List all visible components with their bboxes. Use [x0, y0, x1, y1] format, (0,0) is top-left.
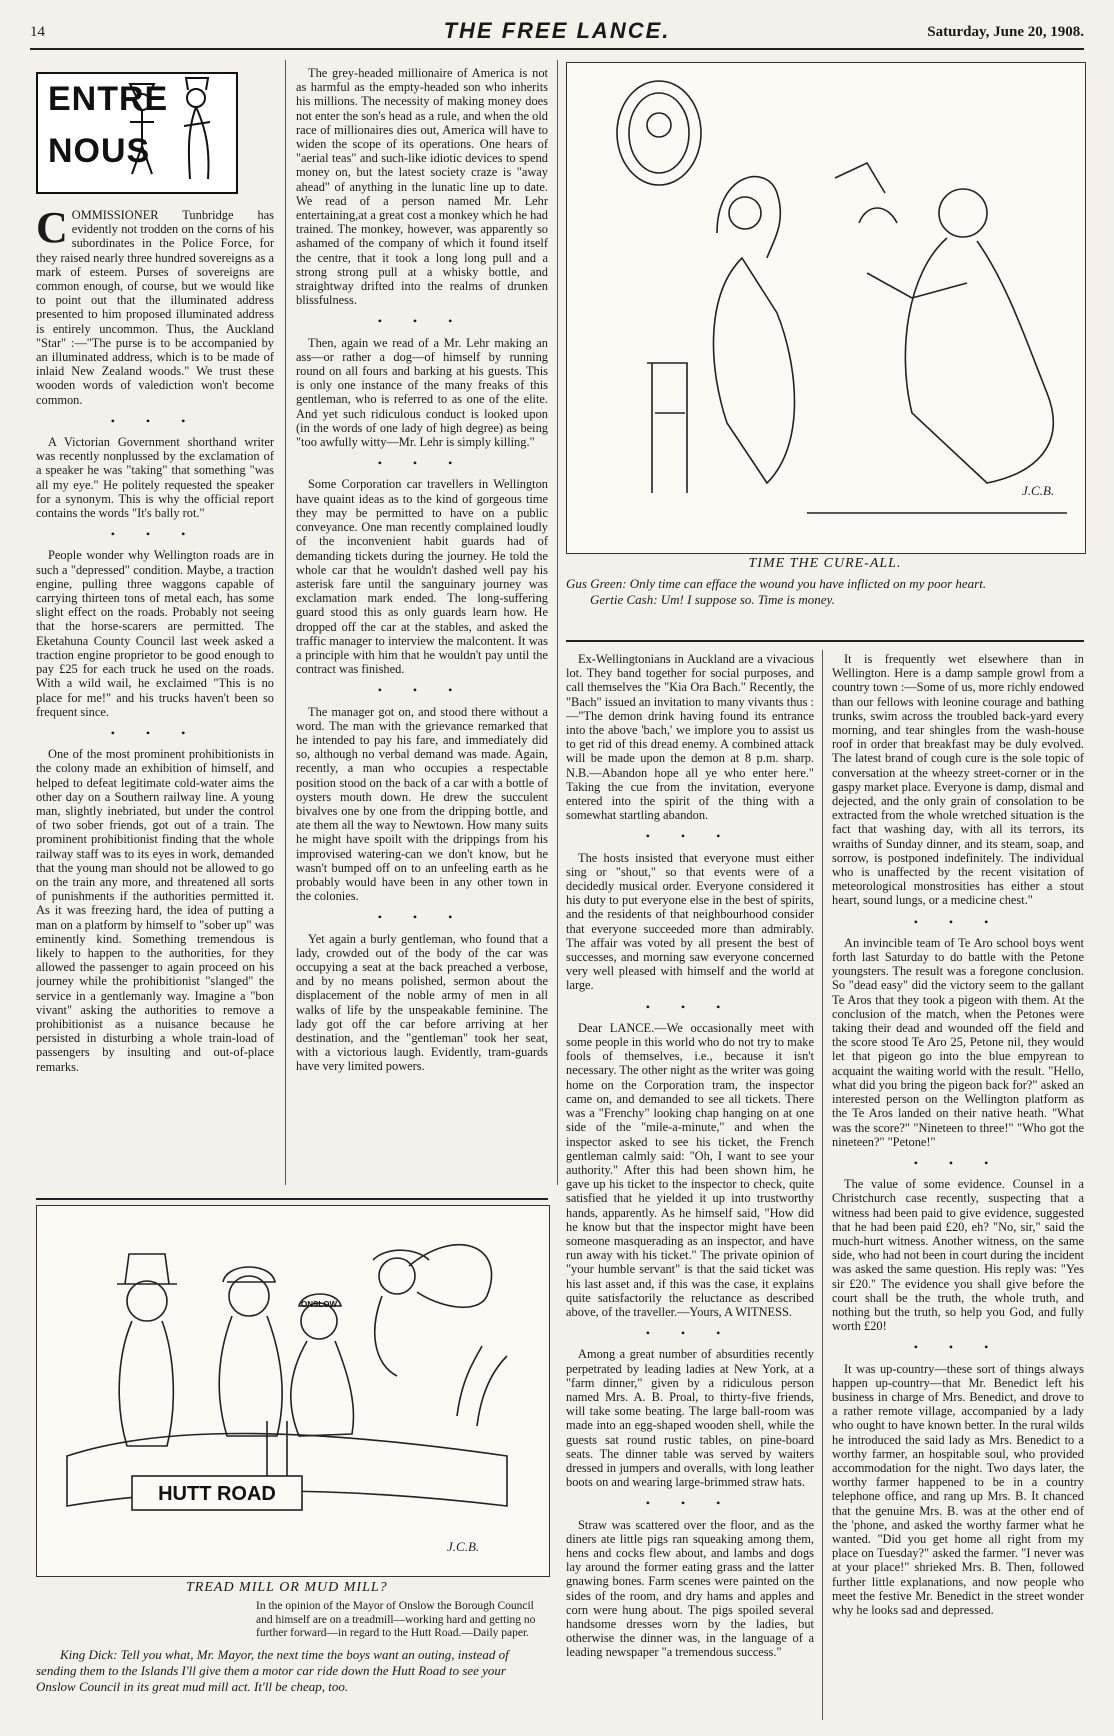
separator-stars: • • • — [110, 725, 200, 740]
entre-nous-heading — [36, 72, 238, 194]
article-paragraph: Dear LANCE.—We occasionally meet with some people in this world who do not try to make fools of themselves, i.e., because it isn't necessary. The other night as the writer was going home on the Corporation tram, the inspector came on, and demanded to see all tickets. There was a "Frenchy" looking chap hanging on at one side of the "mile-a-minute," and when the inspector asked to see his ticket, the French gentleman calmly said: "Oh, I want to see your authority." After this had been shown him, he gave up his ticket to the inspector to check, quite satisfied that he yielded it up into trustworthy hands, apparently. As he himself said, "How did he know but that the inspector might have been someone masquerading as an inspector, and have run away with his ticket." The private opinion of "your humble servant" is that the said ticket was his last asset and, if this was the case, it explains quite satisfactorily the reluctance as described above, of the traveller.—Yours, A WITNESS. — [566, 1020, 814, 1319]
onslow-hat-label: ONSLOW — [301, 1300, 337, 1309]
separator-stars: • • • — [913, 914, 1003, 929]
masthead — [30, 18, 1084, 50]
article-paragraph: Among a great number of absurdities recently perpetrated by leading ladies at New York, at a "farm dinner," given by a ridiculous person named Mrs. A. B. Proal, to thirty-five friends, will take some beating. The large ball-room was made into an egg-shaped wooden shell, while the guests sat round rustic tables, on pine-board seats. The dinner table was served by waiters dressed in jumpers and overalls, with long leather boots on and wearing large-brimmed straw hats. — [566, 1347, 814, 1490]
nous-word: NOUS — [48, 132, 151, 170]
column-4 — [832, 652, 1084, 1722]
masthead-title: THE FREE LANCE. — [443, 18, 671, 43]
separator-stars: • • • — [377, 910, 467, 925]
separator-stars: • • • — [377, 314, 467, 329]
drop-cap: C — [36, 208, 68, 252]
cartoon-time-the-cure-all — [566, 62, 1086, 554]
article-paragraph: People wonder why Wellington roads are in such a "depressed" condition. Maybe, a traction engine, pulling three waggons capable of carrying thirteen tons of metal each, has some slight effect on the roads. Probably not seeing that the horse-scarers are permitted. The Eketahuna County Council last week asked a traction engine proprietor to be good enough to pay £25 for each truck he used on the roads. With a wild wail, he exclaimed "This is no place for me!" and his trucks haven't been so frequent since. — [36, 548, 274, 719]
column-1 — [36, 208, 274, 1193]
section-rule — [566, 640, 1084, 642]
masthead-date: Saturday, June 20, 1908. — [927, 24, 1084, 40]
column-3 — [566, 652, 814, 1722]
article-paragraph: COMMISSIONER Tunbridge has evidently not trodden on the corns of his subordinates in the Police Force, for they raised nearly three hundred sovereigns as a mark of esteem. Purses of sovereigns are common enough, of course, but we would like to point out that the illuminated address presented to him proposed illuminated address is entirely uncommon. Thus, the Auckland "Star" :—"The purse is to be accompanied by an illuminated address, which is to be made of inlaid New Zealand woods." We trust these wooden words of valediction won't become common. — [36, 208, 274, 407]
artist-signature: J.C.B. — [1022, 483, 1055, 498]
separator-stars: • • • — [913, 1155, 1003, 1170]
entre-word: ENTRE — [48, 80, 169, 118]
article-paragraph: Some Corporation car travellers in Wellington have quaint ideas as to the kind of gorgeous time they may be permitted to have on a public conveyance. One man recently complained loudly of the inconvenient habit guards had of demanding tickets during the journey. He told the whole car that he wouldn't dashed well pay his asterisk fare until the sanguinary journey was exclamation mark ended. The long-suffering guard stood this as only guards learn how. He dropped off the car at the stables, and asked the traffic manager to interview the malcontent. It was a principle with him that he wouldn't pay until the contract was finished. — [296, 477, 548, 677]
column-divider — [822, 650, 823, 1720]
caption-line: Gertie Cash: Um! I suppose so. Time is money. — [590, 592, 835, 607]
separator-stars: • • • — [645, 829, 735, 844]
article-paragraph: Ex-Wellingtonians in Auckland are a vivacious lot. They band together for social purposes, and call themselves the "Kia Ora Bach." Recently, the "Bach" issued an invitation to many vivants thus :—"The demon drink having found its entrance into the above 'bach,' we implore you to assist us to get rid of this dread enemy. A combined attack will be made upon the demon at 8 p.m. sharp. N.B.—Abandon hope all ye who enter here." Taking the cue from the invitation, everyone entered into the spirit of the thing with a somewhat startling abandon. — [566, 652, 814, 823]
article-paragraph: Straw was scattered over the floor, and as the diners ate little pigs ran squeaking among them, hens and cocks flew about, and lambs and dogs lay around the former eating grass and the latter gnawing bones. Farm scenes were painted on the sides of the room, and dry hams and apples and corn were hung about. The pigs spoiled several handsome dresses worn by the ladies, but otherwise the dinner was, in the language of a leading newspaper "a tremendous success." — [566, 1517, 814, 1660]
column-2 — [296, 66, 548, 1193]
cartoon-tread-mill — [36, 1205, 550, 1577]
artist-signature: J.C.B. — [447, 1539, 480, 1554]
cartoon-bottom-caption — [36, 1580, 548, 1695]
separator-stars: • • • — [645, 999, 735, 1014]
cartoon-illustration — [567, 63, 1085, 553]
column-divider — [285, 60, 286, 1185]
cartoon-top-caption — [566, 556, 1084, 608]
separator-stars: • • • — [913, 1340, 1003, 1355]
section-rule — [36, 1198, 548, 1200]
article-paragraph: It is frequently wet elsewhere than in Wellington. Here is a damp sample growl from a country town :—Some of us, more richly endowed than our fellows with leonine courage and bathing trunks, swim across the troubled back-yard every morning, and tear shingles from the wash-house roof in order that breakfast may be duly evolved. The latest brand of cough cure is the sole topic of conversation at the wheezy street-corner or in the gaspy market place. Everyone is damp, dismal and dejected, and the only grain of consolation to be extracted from the whole wretched situation is the fact that washing day, with all its terrors, its wraiths of Sunday dinner, and its steam, soap, and sorrow, is postponed indefinitely. The individual who is unaffected by the recent visitation of meteorological monstrosities has either a stout heart, sound lungs, or a medicine chest." — [832, 652, 1084, 908]
hutt-road-sign-text: HUTT ROAD — [158, 1483, 276, 1505]
separator-stars: • • • — [645, 1326, 735, 1341]
article-paragraph: The hosts insisted that everyone must either sing or "shout," so that events were of a decidedly musical order. Everyone considered it his duty to put everyone else in the best of spirits, and the residents of that neighbourhood consider that everyone succeeded more than admirably. The affair was voted by all present the best of successes, and morning saw everyone concerned very well pleased with himself and the world at large. — [566, 850, 814, 993]
separator-stars: • • • — [377, 456, 467, 471]
article-paragraph: One of the most prominent prohibitionists in the colony made an exhibition of himself, and helped to defeat legitimate cold-water aims the other day on a Southern railway line. A young man, slightly inebriated, but under the control of two sober friends, got out of a train. The prominent prohibitionist finding that the whole railway staff was to its eyes in work, demanded that the young man should not be allowed to go on the train any more, and threatened all sorts of punishments if the authorities permitted it. As it was freezing hard, the idea of putting a man on a platform by himself to "sober up" was eminently kind. Something tremendous is likely to happen to the authorities, for they allowed the passenger to again proceed on his journey while the prohibitionist "slanged" the service in a gentlemanly way. Imagine a "bon vivant" asking the authorities to remove a prohibitionist as a nuisance because he persisted in disturbing a whole train-load of passengers by insulting and out-of-place remarks. — [36, 747, 274, 1074]
column-divider — [557, 60, 558, 1185]
separator-stars: • • • — [645, 1496, 735, 1511]
caption-line: Gus Green: Only time can efface the wound you have inflicted on my poor heart. — [566, 576, 987, 591]
article-paragraph: The grey-headed millionaire of America is not as harmful as the empty-headed son who inherits his millions. The necessity of making money does not enter the son's head as a rule, and when the old race of millionaires dies out, America will have to widen the scope of its operations. One hears of "aerial teas" and such-like idiotic devices to spend money on, but the latest society craze is "away ahead" of anything in the lunatic line up to date. We read of a person named Mr. Lehr entertaining,at a great cost a monkey which he had trained. The monkey, however, was apparently so ashamed of the company of which it found itself the centre, that it took a long long pull and a strong strong pull at a whisky bottle, and straightway drifted into the realms of drunken blissfulness. — [296, 66, 548, 308]
separator-stars: • • • — [110, 527, 200, 542]
page-number: 14 — [30, 24, 45, 40]
cartoon-title: TIME THE CURE-ALL. — [748, 556, 902, 571]
article-paragraph: The value of some evidence. Counsel in a Christchurch case recently, suspecting that a witness had been paid to give evidence, suggested that he had been paid £20, eh? "No, sir," said the much-hurt witness. Another witness, on the same side, who had not been in court during the incident was asked the same question. His reply was: "Yes sir £20." The evidence you shall give before the court shall be the truth, the whole truth, and nothing but the truth, so help you God, and fully worth £20! — [832, 1177, 1084, 1334]
article-paragraph: A Victorian Government shorthand writer was recently nonplussed by the exclamation of a speaker he was "taking" that something "was all my eye." He politely requested the speaker for a synonym. This is why the official report contains the words "It's bally rot." — [36, 435, 274, 521]
article-paragraph: It was up-country—these sort of things always happen up-country—that Mr. Benedict left his business in charge of Mrs. Benedict, and drove to a rather remote village, accompanied by a lady who ought to have known better. In the rural wilds he introduced the said lady as Mrs. Benedict to a worthy farmer, an hospitable soul, who provided accommodation for the night. Two days later, the worthy farmer happened to be in a country telephone office, and rang up Mrs. B. It chanced that the genuine Mrs. B. was at the other end of the 'phone, and asked the worthy farmer what he wanted. "Did you get home all right from my place on Tuesday?" asked the farmer. "I never was at your place!" shrieked Mrs. B. Then, followed further little explanations, and now people who meet the festive Mr. Benedict in the street wonder why he looks sad and depressed. — [832, 1361, 1084, 1617]
article-paragraph: Then, again we read of a Mr. Lehr making an ass—or rather a dog—of himself by running round on all fours and barking at his guests. This is only one instance of the many freaks of this gentleman, who is referred to as one of the elite. And yet such ridiculous conduct is looked upon (in the words of one lady of high degree) as being "too awfully witty—Mr. Lehr is simply killing." — [296, 335, 548, 450]
cartoon-note: In the opinion of the Mayor of Onslow the Borough Council and himself are on a treadmill—working hard and getting no further forward—in regard to the Hutt Road.—Daily paper. — [256, 1600, 536, 1639]
cartoon-title: TREAD MILL OR MUD MILL? — [186, 1580, 388, 1595]
article-paragraph: Yet again a burly gentleman, who found that a lady, crowded out of the body of the car was occupying a seat at the back preached a verbose, and by no means polished, sermon about the displacement of the noble army of men in all walks of life by the unspeakable feminine. The lady got off the car before arriving at her destination, and the "gentleman" took her seat, with a victorious laugh. Evidently, tram-guards have very limited powers. — [296, 931, 548, 1074]
cartoon-illustration — [37, 1206, 549, 1576]
article-paragraph: An invincible team of Te Aro school boys went forth last Saturday to do battle with the Petone youngsters. The result was a foregone conclusion. So "dead easy" did the victory seem to the gallant Te Aros that they took a pigeon with them. At the conclusion of the match, when the Petones were taking their dead and wounded off the field and the score stood Te Aro 25, Petone nil, they would let that pigeon go into the blue empyrean to acquaint the waiting world with the result. "Hello, what did you bring the pigeon back for?" asked an interested person on the Wellington platform as the Te Aros landed on their native heath. "What was the score?" "Nineteen to three!" "Who got the nineteen?" "Petone!" — [832, 935, 1084, 1149]
cartoon-caption: King Dick: Tell you what, Mr. Mayor, the next time the boys want an outing, instead of sending them to the Islands I'll give them a motor car ride down the Hutt Road to see your Onslow Council in its great mud mill act. It'll be cheap, too. — [36, 1646, 509, 1694]
separator-stars: • • • — [110, 413, 200, 428]
separator-stars: • • • — [377, 683, 467, 698]
article-paragraph: The manager got on, and stood there without a word. The man with the grievance remarked that he intended to pay his fare, and immediately did so, although no verbal demand was made. Again, recently, a man who occupies a respectable position stood on the back of a car with a bottle of oysters mouth down. He drew the succulent bivalves one by one from the dripping bottle, and ate them all the way to Newtown. How many suits he might have spoilt with the drippings from his improvised watering-can we don't know, but he wasn't bumped off on to an unfeeling earth as he probably would have been in any other town in the colonies. — [296, 704, 548, 904]
